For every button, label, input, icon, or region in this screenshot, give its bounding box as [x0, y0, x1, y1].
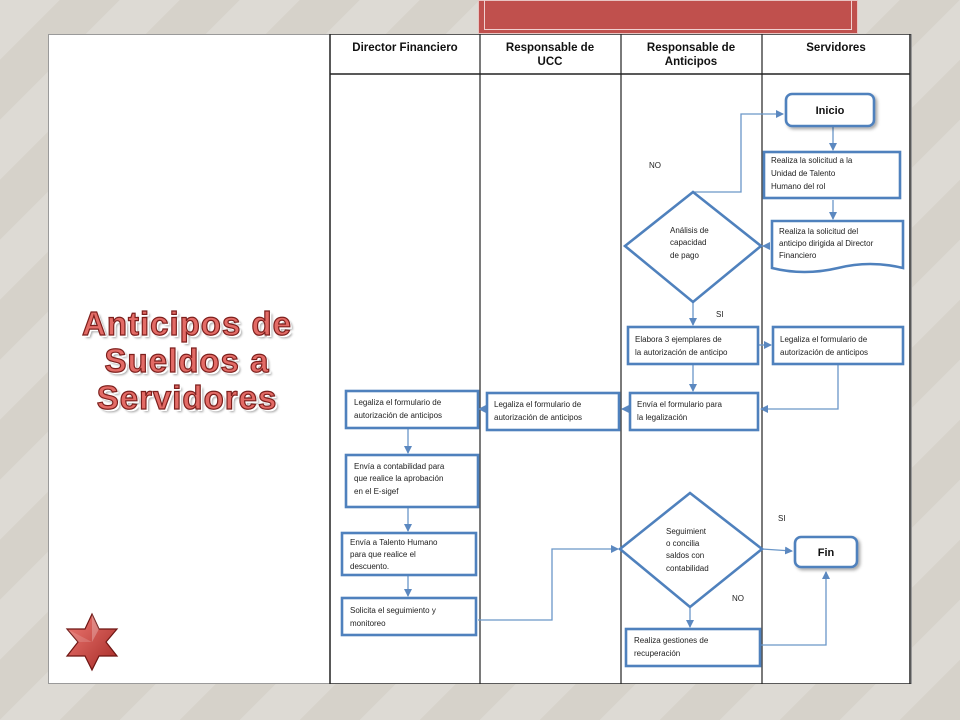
node-text: Realiza la solicitud a la: [771, 156, 853, 165]
node-text: Envía el formulario para: [637, 400, 722, 409]
node-text: Legaliza el formulario de: [494, 400, 582, 409]
node-text: Elabora 3 ejemplares de: [635, 335, 722, 344]
node-text: Seguimient: [666, 527, 707, 536]
label-no-bottom: NO: [732, 594, 744, 603]
node-text: Realiza la solicitud del: [779, 227, 859, 236]
label-si-top: SI: [716, 310, 724, 319]
node-text: Análisis de: [670, 226, 709, 235]
node-text: descuento.: [350, 562, 390, 571]
node-solicita-seguimiento: [342, 598, 476, 635]
star-icon: [63, 612, 121, 672]
node-text: la autorización de anticipo: [635, 348, 728, 357]
node-text: la legalización: [637, 413, 688, 422]
label-no-top: NO: [649, 161, 661, 170]
node-ucc-legaliza: [487, 393, 619, 430]
node-text: de pago: [670, 251, 699, 260]
node-elabora: [628, 327, 758, 364]
lane-header-anticipos-line2: Anticipos: [664, 56, 718, 68]
lane-header-director: Director Financiero: [352, 42, 458, 54]
node-text: autorización de anticipos: [354, 411, 443, 420]
start-label: Inicio: [815, 105, 845, 117]
node-text: recuperación: [634, 649, 681, 658]
node-text: Envía a Talento Humano: [350, 538, 438, 547]
lane-header-anticipos-line1: Responsable de: [646, 42, 736, 54]
node-director-legaliza: [346, 391, 478, 428]
node-text: Legaliza el formulario de: [780, 335, 868, 344]
title-line-3: Servidores: [96, 379, 278, 416]
top-accent-bar-inner: [484, 0, 852, 30]
node-text: autorización de anticipos: [780, 348, 869, 357]
node-text: o concilia: [666, 539, 700, 548]
node-envia-legalizacion: [630, 393, 758, 430]
title-line-2: Sueldos a: [104, 342, 270, 379]
node-text: anticipo dirigida al Director: [779, 239, 874, 248]
title-line-1: Anticipos de: [81, 305, 293, 342]
node-text: autorización de anticipos: [494, 413, 583, 422]
node-text: monitoreo: [350, 619, 386, 628]
node-text: Humano del rol: [771, 182, 826, 191]
node-text: Envía a contabilidad para: [354, 462, 445, 471]
lane-header-ucc-line2: UCC: [537, 56, 563, 68]
node-text: capacidad: [670, 238, 707, 247]
node-text: que realice la aprobación: [354, 474, 444, 483]
node-text: Realiza gestiones de: [634, 636, 709, 645]
lane-header-servidores: Servidores: [806, 42, 866, 54]
node-text: contabilidad: [666, 564, 709, 573]
slide-title: [52, 305, 322, 416]
node-servidor-legaliza: [773, 327, 903, 364]
node-text: Financiero: [779, 251, 817, 260]
node-text: para que realice el: [350, 550, 416, 559]
node-text: Unidad de Talento: [771, 169, 836, 178]
lane-header-ucc-line1: Responsable de: [505, 42, 595, 54]
node-text: Legaliza el formulario de: [354, 398, 442, 407]
node-text: en el E-sigef: [354, 487, 399, 496]
label-si-bottom: SI: [778, 514, 786, 523]
node-text: Solicita el seguimiento y: [350, 606, 436, 615]
flowchart-diagram: [328, 34, 912, 684]
node-text: saldos con: [666, 551, 705, 560]
node-gestiones-recuperacion: [626, 629, 760, 666]
end-label: Fin: [817, 547, 835, 559]
